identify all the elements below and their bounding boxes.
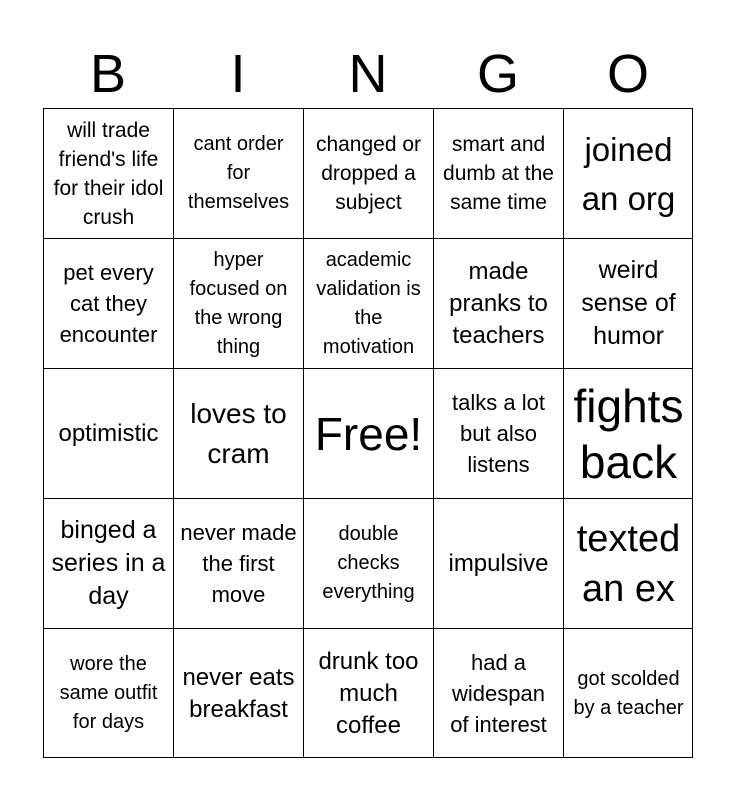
bingo-cell[interactable]: [563, 238, 693, 368]
bingo-cell[interactable]: [173, 238, 303, 368]
cell-text: got scolded by a teacher: [573, 667, 684, 719]
cell-text: impulsive: [448, 549, 549, 577]
bingo-cell[interactable]: [563, 108, 693, 238]
header-letter-g: G: [476, 44, 519, 104]
free-space-cell[interactable]: [303, 368, 433, 498]
cell-text: hyper focused on the wrong thing: [189, 248, 288, 358]
bingo-cell[interactable]: [433, 498, 563, 628]
free-space-text: Free!: [314, 407, 423, 460]
cell-text: wore the same outfit for days: [59, 653, 158, 733]
cell-text: optimistic: [58, 419, 159, 447]
cell-text: never eats breakfast: [182, 663, 295, 723]
bingo-cell[interactable]: [563, 498, 693, 628]
bingo-cell[interactable]: [563, 368, 693, 498]
bingo-board: [43, 108, 693, 758]
bingo-cell[interactable]: [173, 368, 303, 498]
cell-text: pet every cat they encounter: [59, 260, 158, 347]
bingo-cell[interactable]: [43, 368, 173, 498]
cell-text: academic validation is the motivation: [316, 248, 421, 358]
header-letter-i: I: [230, 44, 246, 104]
cell-text: loves to cram: [190, 397, 287, 469]
cell-text: joined an org: [581, 130, 676, 217]
bingo-cell[interactable]: [303, 238, 433, 368]
cell-text: weird sense of humor: [581, 256, 676, 350]
header-letter-o: O: [606, 44, 649, 104]
header-letter-b: B: [89, 44, 127, 104]
cell-text: drunk too much coffee: [318, 647, 419, 739]
cell-text: talks a lot but also listens: [452, 390, 545, 477]
bingo-cell[interactable]: [173, 628, 303, 758]
bingo-cell[interactable]: [303, 108, 433, 238]
cell-text: will trade friend's life for their idol crush: [53, 118, 164, 229]
bingo-cell[interactable]: [303, 498, 433, 628]
bingo-cell[interactable]: [43, 238, 173, 368]
cell-text: fights back: [573, 379, 684, 488]
bingo-cell[interactable]: [433, 108, 563, 238]
bingo-cell[interactable]: [433, 238, 563, 368]
bingo-cell[interactable]: [43, 108, 173, 238]
cell-text: changed or dropped a subject: [315, 133, 422, 214]
cell-text: texted an ex: [576, 517, 681, 610]
cell-text: binged a series in a day: [51, 516, 166, 610]
cell-text: double checks everything: [322, 523, 415, 603]
bingo-cell[interactable]: [43, 628, 173, 758]
bingo-header: [43, 40, 693, 108]
cell-text: had a widespan of interest: [450, 650, 547, 737]
bingo-cell[interactable]: [173, 498, 303, 628]
cell-text: cant order for themselves: [187, 133, 290, 213]
bingo-cell[interactable]: [173, 108, 303, 238]
cell-text: smart and dumb at the same time: [443, 133, 554, 214]
bingo-cell[interactable]: [303, 628, 433, 758]
cell-text: made pranks to teachers: [449, 257, 548, 349]
bingo-cell[interactable]: [433, 628, 563, 758]
header-letter-n: N: [348, 44, 388, 104]
bingo-cell[interactable]: [563, 628, 693, 758]
bingo-cell[interactable]: [433, 368, 563, 498]
bingo-cell[interactable]: [43, 498, 173, 628]
cell-text: never made the first move: [180, 520, 297, 607]
